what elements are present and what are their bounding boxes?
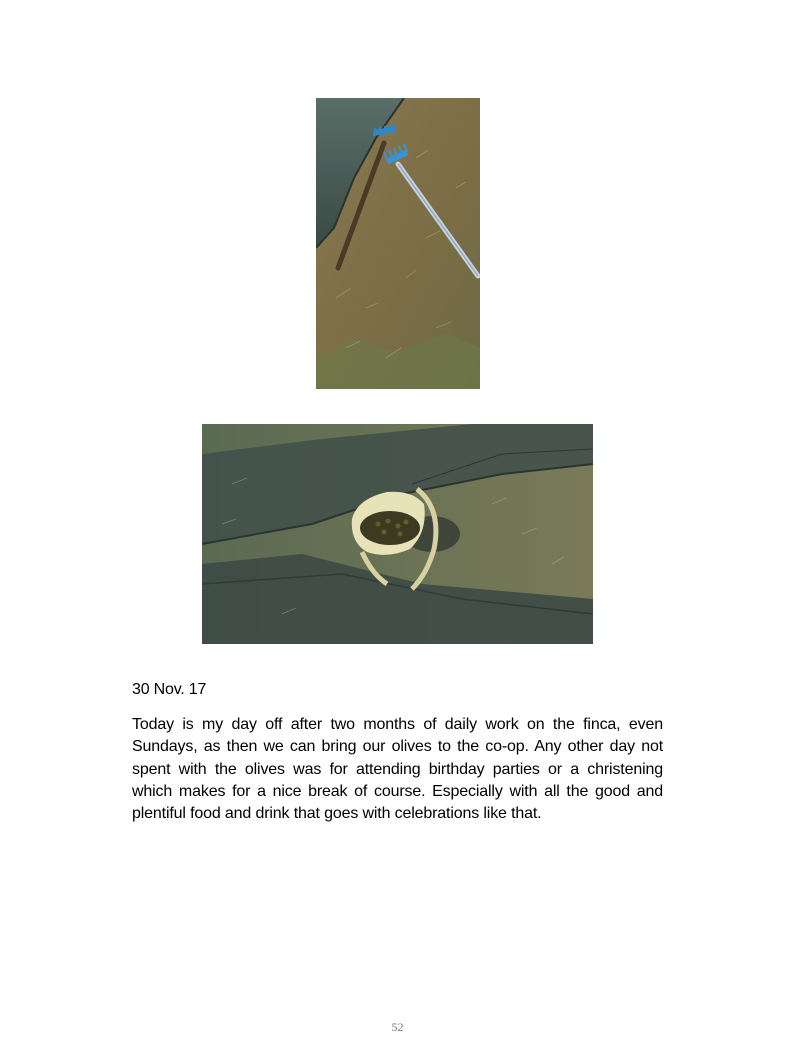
basket-illustration: [202, 424, 593, 644]
collected-olives: [360, 511, 420, 545]
page-number: 52: [391, 1020, 404, 1034]
entry-body: Today is my day off after two months of daily work on the finca, even Sundays, as then we can bring our olives to the co-op. Any other day not spent with the olives was for attending birthday parties or a christening which makes for a nice break of course. Especially with all the good and plentiful food and drink that goes with celebrations like that.: [132, 716, 663, 823]
rakes-on-ground-photo: [316, 98, 480, 389]
entry-date: 30 Nov. 17: [132, 681, 207, 698]
rakes-illustration: [316, 98, 480, 389]
olive-basket-on-net-photo: [202, 424, 593, 644]
